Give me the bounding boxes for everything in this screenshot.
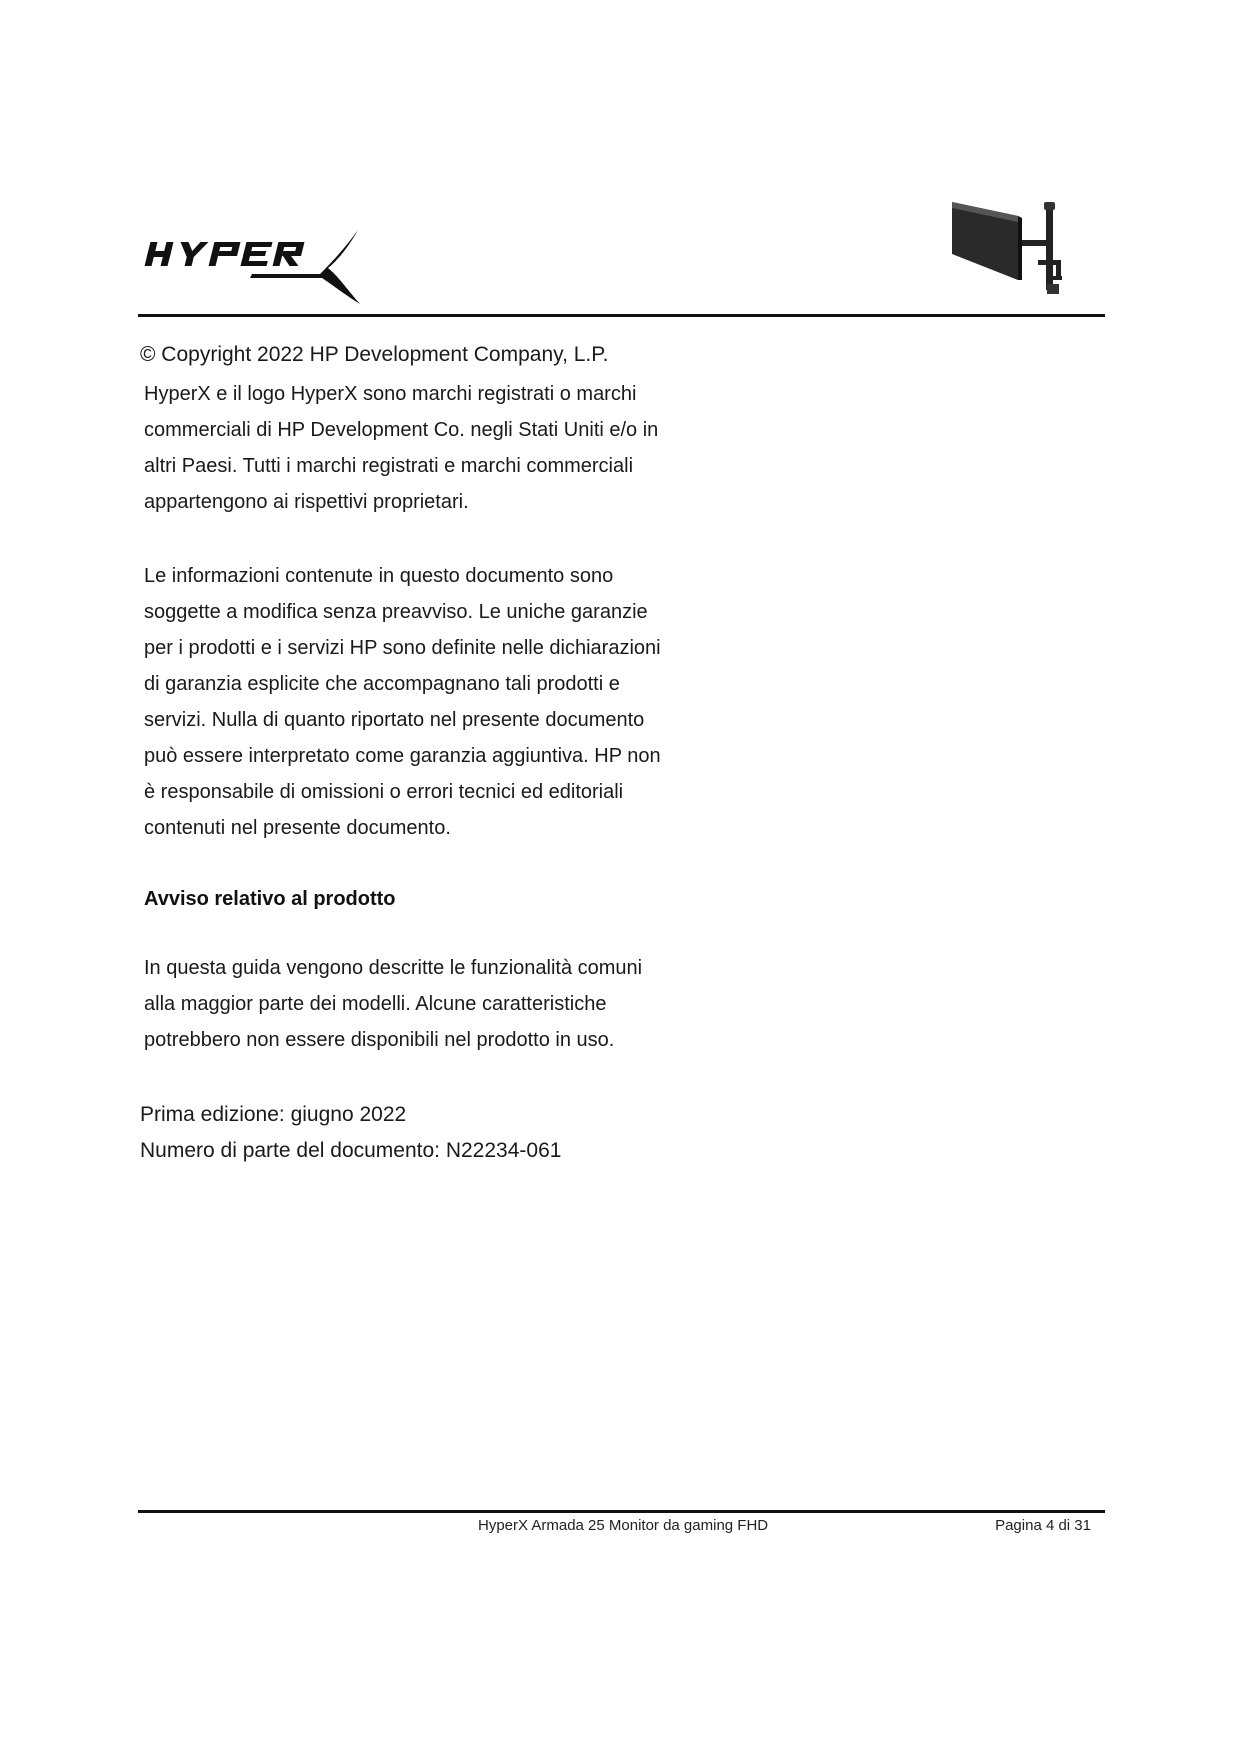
- monitor-arm-image: [946, 200, 1076, 296]
- paragraph-line: soggette a modifica senza preavviso. Le uniche garanzie: [144, 601, 648, 623]
- paragraph-line: alla maggior parte dei modelli. Alcune caratteristiche: [144, 993, 607, 1015]
- paragraph-line: per i prodotti e i servizi HP sono definite nelle dichiarazioni: [144, 637, 661, 659]
- disclaimer-paragraph: [144, 558, 744, 846]
- copyright-line: © Copyright 2022 HP Development Company, L.P.: [140, 343, 609, 366]
- header-divider: [138, 314, 1105, 317]
- paragraph-line: servizi. Nulla di quanto riportato nel presente documento: [144, 709, 645, 731]
- paragraph-line: Le informazioni contenute in questo documento sono: [144, 565, 614, 587]
- footer-page-number: Pagina 4 di 31: [995, 1517, 1091, 1534]
- monitor-icon: [946, 200, 1076, 296]
- hyperx-logo-graphic: [140, 228, 370, 308]
- product-notice-heading: Avviso relativo al prodotto: [144, 888, 396, 910]
- part-number: Numero di parte del documento: N22234-061: [140, 1139, 562, 1162]
- hyperx-logo: [140, 228, 370, 308]
- paragraph-line: potrebbero non essere disponibili nel prodotto in uso.: [144, 1029, 615, 1051]
- paragraph-line: appartengono ai rispettivi proprietari.: [144, 491, 469, 513]
- paragraph-line: commerciali di HP Development Co. negli Stati Uniti e/o in: [144, 419, 659, 441]
- footer-document-title: HyperX Armada 25 Monitor da gaming FHD: [478, 1517, 769, 1534]
- first-edition: Prima edizione: giugno 2022: [140, 1103, 407, 1126]
- paragraph-line: di garanzia esplicite che accompagnano tali prodotti e: [144, 673, 620, 695]
- paragraph-line: può essere interpretato come garanzia aggiuntiva. HP non: [144, 745, 661, 767]
- paragraph-line: contenuti nel presente documento.: [144, 817, 451, 839]
- edition-info: [140, 1097, 561, 1169]
- paragraph-line: HyperX e il logo HyperX sono marchi registrati o marchi: [144, 383, 637, 405]
- paragraph-line: è responsabile di omissioni o errori tecnici ed editoriali: [144, 781, 624, 803]
- paragraph-line: altri Paesi. Tutti i marchi registrati e marchi commerciali: [144, 455, 634, 477]
- footer-divider: [138, 1510, 1105, 1513]
- product-notice-paragraph: [144, 950, 744, 1058]
- paragraph-line: In questa guida vengono descritte le funzionalità comuni: [144, 957, 643, 979]
- trademark-paragraph: [144, 376, 744, 520]
